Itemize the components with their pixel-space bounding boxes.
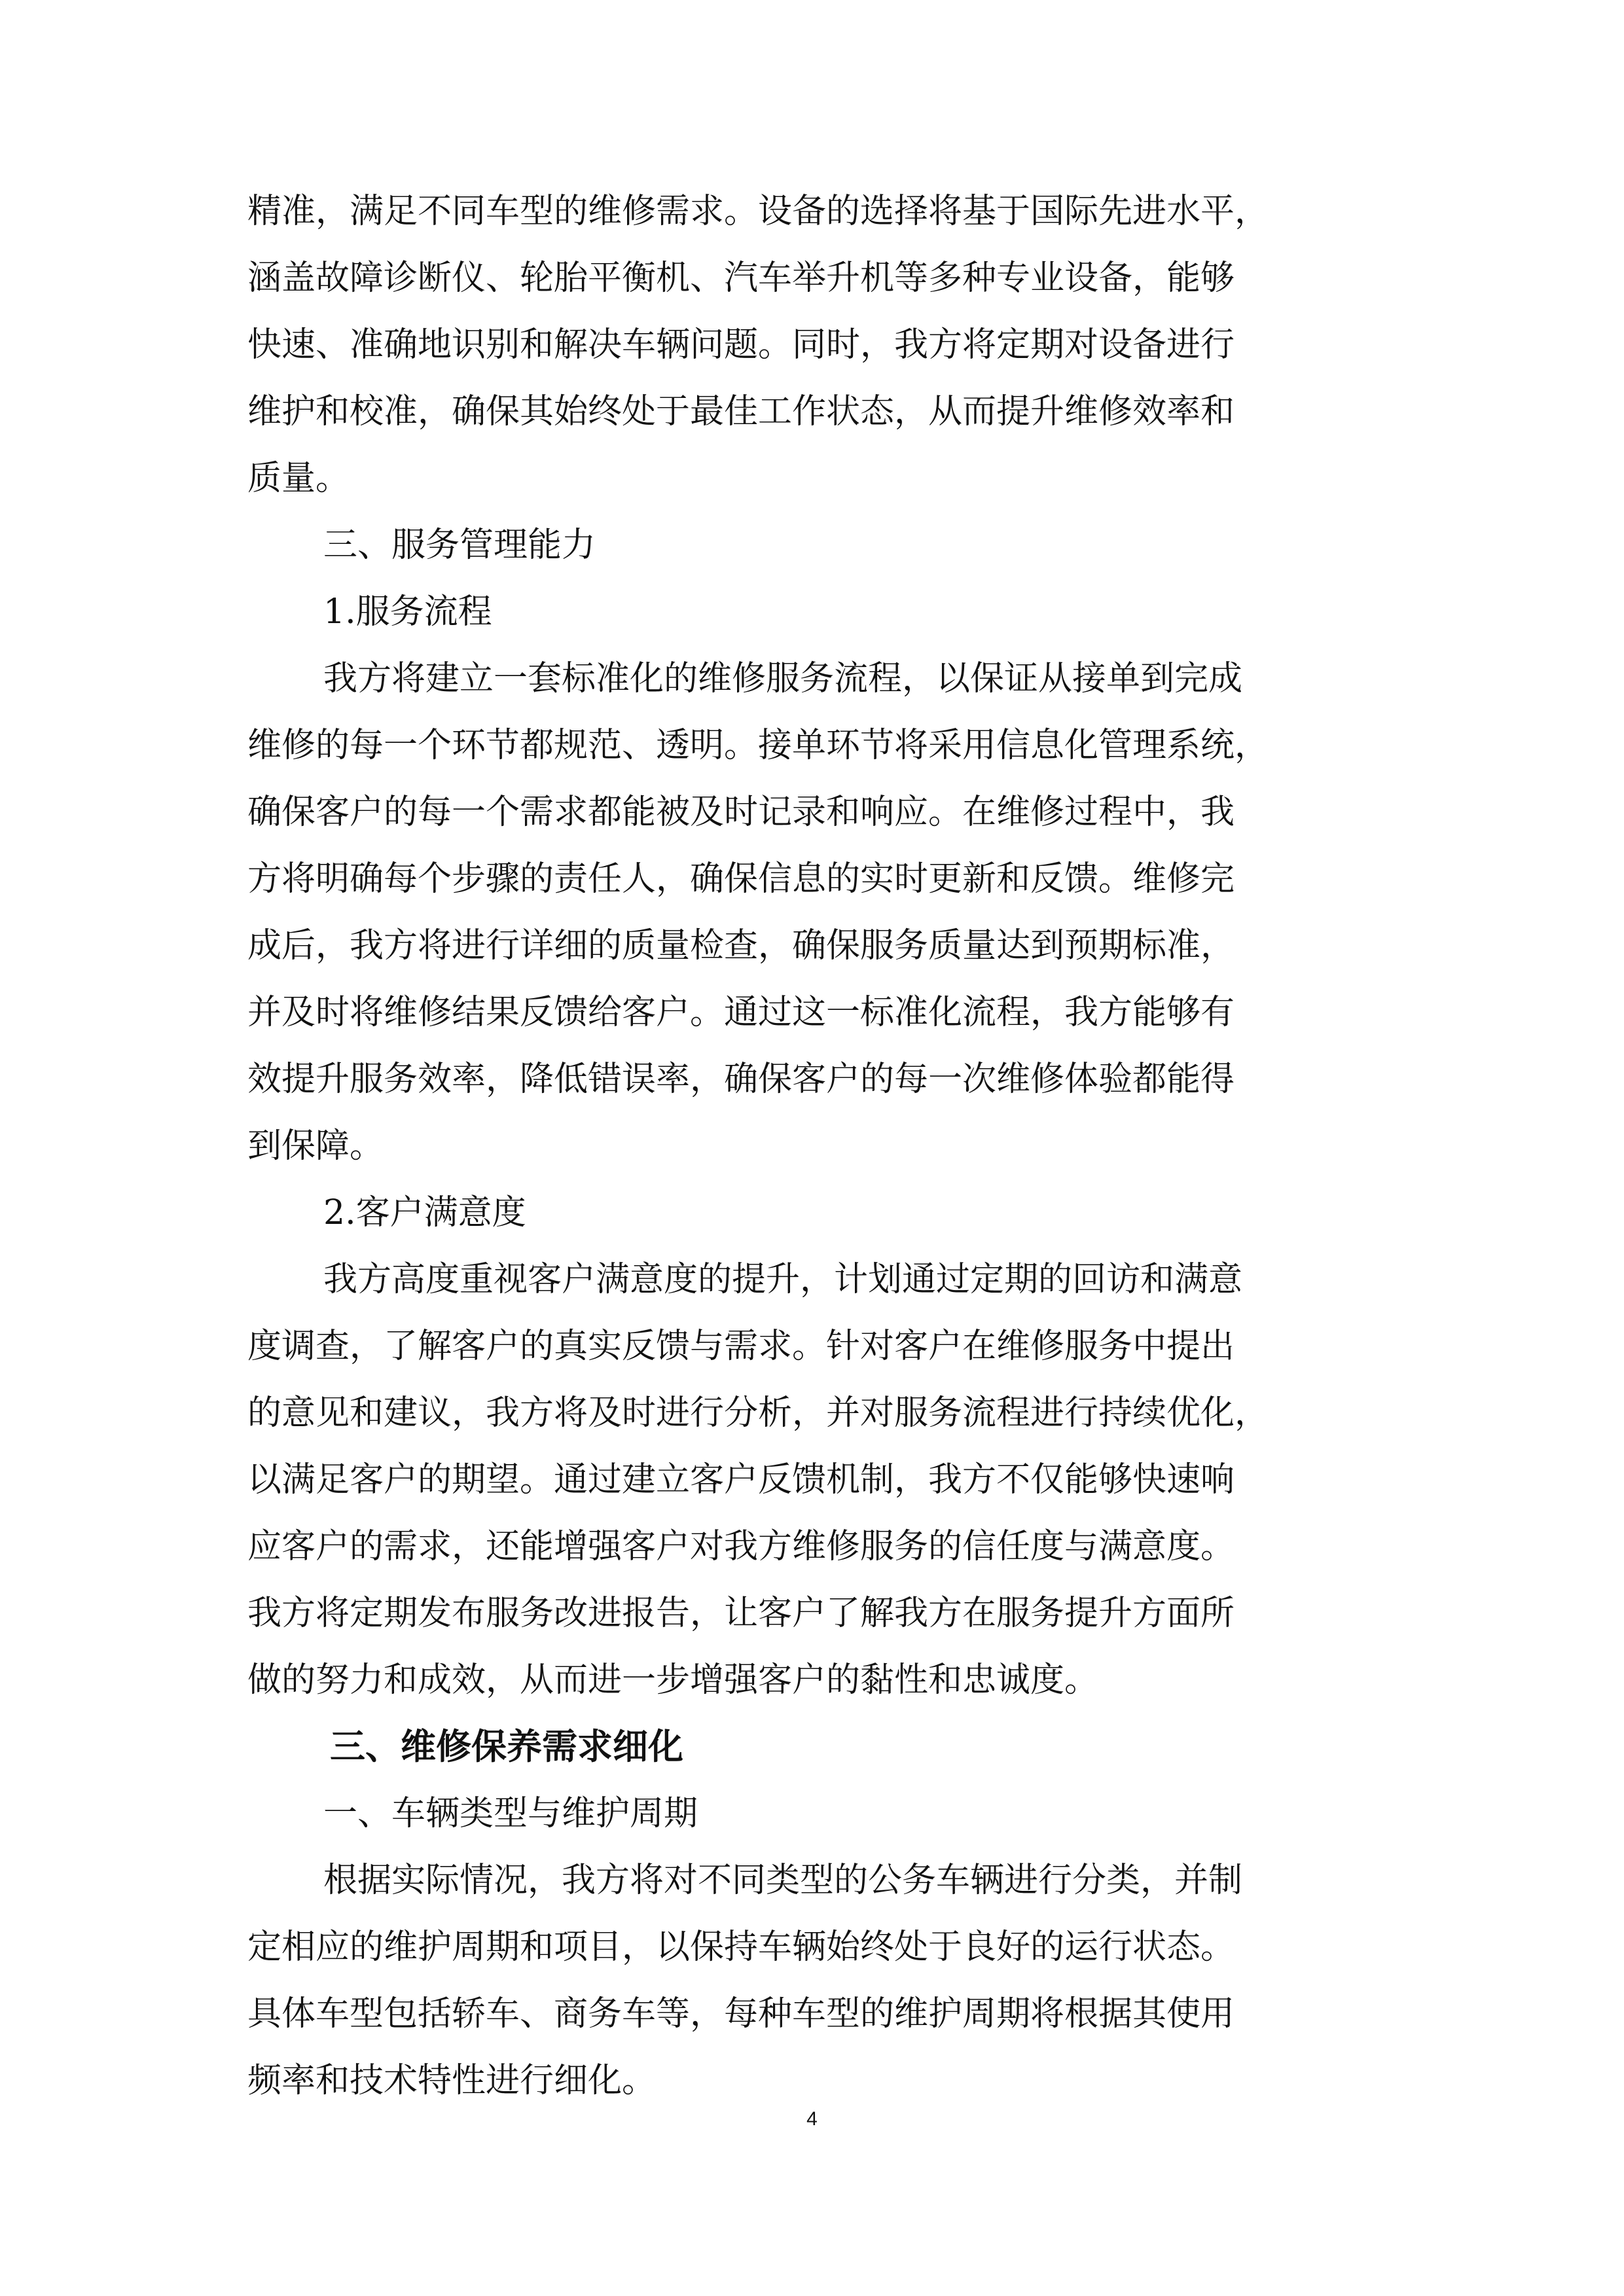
text-line: 频率和技术特性进行细化。 <box>247 2061 657 2100</box>
text-line: 并及时将维修结果反馈给客户。通过这一标准化流程，我方能够有 <box>247 993 1235 1032</box>
text-line: 的意见和建议，我方将及时进行分析，并对服务流程进行持续优化， <box>247 1393 1269 1433</box>
text-line: 度调查，了解客户的真实反馈与需求。针对客户在维修服务中提出 <box>247 1327 1235 1366</box>
section-subheading: 2.客户满意度 <box>323 1193 526 1232</box>
text-line: 维修的每一个环节都规范、透明。接单环节将采用信息化管理系统， <box>247 726 1269 765</box>
text-line: 具体车型包括轿车、商务车等，每种车型的维护周期将根据其使用 <box>247 1994 1235 2034</box>
section-subheading: 1.服务流程 <box>323 592 492 632</box>
text-line: 应客户的需求，还能增强客户对我方维修服务的信任度与满意度。 <box>247 1527 1235 1566</box>
text-line: 快速、准确地识别和解决车辆问题。同时，我方将定期对设备进行 <box>247 325 1235 365</box>
section-heading: 三、维修保养需求细化 <box>330 1726 683 1767</box>
text-line: 我方将建立一套标准化的维修服务流程，以保证从接单到完成 <box>323 659 1243 698</box>
text-line: 以满足客户的期望。通过建立客户反馈机制，我方不仅能够快速响 <box>247 1460 1235 1499</box>
text-line: 方将明确每个步骤的责任人，确保信息的实时更新和反馈。维修完 <box>247 859 1235 899</box>
text-line: 根据实际情况，我方将对不同类型的公务车辆进行分类，并制 <box>323 1861 1243 1900</box>
text-line: 涵盖故障诊断仪、轮胎平衡机、汽车举升机等多种专业设备，能够 <box>247 259 1235 298</box>
text-line: 精准，满足不同车型的维修需求。设备的选择将基于国际先进水平， <box>247 192 1269 231</box>
text-line: 成后，我方将进行详细的质量检查，确保服务质量达到预期标准， <box>247 926 1235 965</box>
page-number: 4 <box>806 2108 818 2130</box>
text-line: 效提升服务效率，降低错误率，确保客户的每一次维修体验都能得 <box>247 1060 1235 1099</box>
text-line: 我方高度重视客户满意度的提升，计划通过定期的回访和满意 <box>323 1260 1243 1299</box>
text-line: 定相应的维护周期和项目，以保持车辆始终处于良好的运行状态。 <box>247 1928 1235 1967</box>
text-line: 我方将定期发布服务改进报告，让客户了解我方在服务提升方面所 <box>247 1594 1235 1633</box>
section-subheading: 三、服务管理能力 <box>323 526 596 565</box>
text-line: 维护和校准，确保其始终处于最佳工作状态，从而提升维修效率和 <box>247 392 1235 431</box>
text-line: 到保障。 <box>247 1126 384 1166</box>
text-line: 质量。 <box>247 459 350 498</box>
text-line: 确保客户的每一个需求都能被及时记录和响应。在维修过程中，我 <box>247 793 1235 832</box>
body-text <box>247 178 1372 2114</box>
text-line: 做的努力和成效，从而进一步增强客户的黏性和忠诚度。 <box>247 1660 1099 1700</box>
section-subheading: 一、车辆类型与维护周期 <box>323 1794 698 1833</box>
